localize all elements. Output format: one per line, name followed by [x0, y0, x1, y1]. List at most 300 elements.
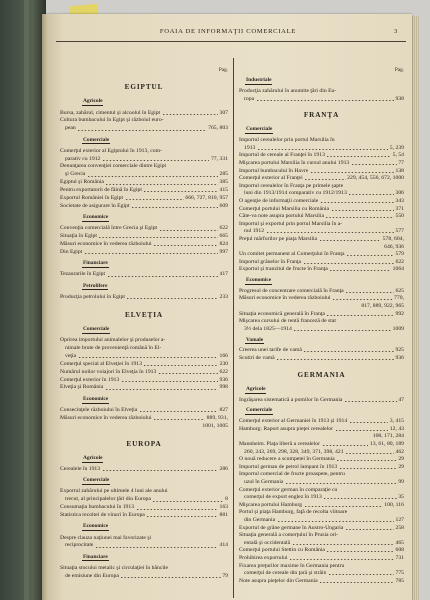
entry-text: 260, 243, 269, 298, 328, 349, 371, 398, 421: [244, 448, 344, 455]
section-label: Petrolifere: [83, 282, 108, 289]
entry-line: [239, 244, 404, 252]
entry-pages: 731: [395, 554, 404, 561]
entry-line: [239, 259, 404, 267]
index-entry: [60, 195, 228, 203]
index-entry: [239, 183, 404, 198]
entry-line: [239, 449, 404, 457]
column-divider: [233, 58, 234, 598]
entry-line: [60, 423, 228, 431]
leader-dots: [345, 288, 394, 296]
index-entry: [239, 547, 404, 555]
entry-line: [239, 456, 404, 464]
section-label: Financiare: [83, 553, 108, 560]
entry-line: [60, 187, 228, 195]
entry-text: Comerţul special al Elveţiei în 1913: [60, 360, 142, 367]
entry-line: [239, 190, 404, 198]
entry-text: reciprocitate: [65, 542, 94, 549]
leader-dots: [303, 347, 394, 355]
entry-line: [60, 294, 228, 302]
entry-pages: 35: [398, 494, 404, 501]
country-heading: EUROPA: [126, 439, 162, 448]
entry-text: Mannheim. Piaţa liberă a cerealelor: [239, 441, 321, 447]
entry-line: [60, 361, 228, 369]
leader-dots: [139, 407, 218, 415]
index-entry: [60, 117, 228, 133]
entry-text: Mişcarea portului Marsilia în cursul anului 1913: [239, 159, 350, 166]
entry-pages: 100, 116: [384, 501, 404, 508]
index-entry: [239, 175, 404, 183]
leader-dots: [345, 449, 394, 457]
leader-dots: [95, 542, 218, 550]
entry-text: entală şi occidentală: [244, 539, 291, 546]
entry-text: Note asupra pieţelor din Germania: [239, 577, 318, 584]
leader-dots: [346, 251, 394, 259]
entry-pages: 343: [395, 197, 404, 204]
entry-pages: 817, 889, 922, 965: [361, 303, 404, 310]
entry-pages: 578, 604,: [382, 235, 404, 242]
leader-dots: [331, 206, 394, 214]
section-label: Agricole: [246, 385, 266, 392]
section-label: Comerciale: [246, 407, 273, 414]
section-label-row: [60, 452, 228, 467]
entry-line: [239, 502, 404, 510]
entry-pages: 99: [398, 478, 404, 485]
entry-pages: 785: [395, 577, 404, 584]
entry-text: Progresul de concentrare comercială în Franţa: [239, 287, 344, 294]
leader-dots: [153, 241, 218, 249]
index-entry: [60, 179, 228, 187]
entry-pages: 775: [395, 570, 404, 577]
entry-pages: 29: [398, 456, 404, 463]
country-heading: ELVEŢIA: [125, 310, 163, 319]
entry-text: Denunţarea convenţiei comerciale dintre Egipt: [60, 163, 167, 170]
entry-pages: 108, 171, 284: [372, 433, 404, 440]
entry-line: [239, 183, 404, 191]
entry-line: [239, 326, 404, 334]
entry-line: [60, 353, 228, 361]
index-entry: [60, 535, 228, 551]
section-label-row: [60, 323, 228, 338]
leader-dots: [121, 377, 218, 385]
entry-text: Consumaţia bumbacului în 1913: [60, 504, 135, 511]
entry-pages: 8: [225, 496, 228, 503]
leader-dots: [84, 249, 218, 257]
country-heading: EGIPTUL: [124, 83, 164, 91]
leader-dots: [143, 361, 217, 369]
entry-line: [239, 318, 404, 326]
entry-line: [239, 347, 404, 355]
entry-text: Producţia zahărului în anumite ţări din Eu-: [239, 88, 337, 94]
section-label: Comerciale: [83, 136, 110, 143]
leader-dots: [105, 179, 218, 187]
leader-dots: [257, 145, 388, 153]
index-entry: [239, 578, 404, 586]
entry-line: [239, 355, 404, 363]
entry-line: [239, 426, 404, 434]
entry-pages: 465: [395, 539, 404, 546]
entry-line: [60, 573, 228, 581]
index-entry: [60, 361, 228, 369]
leader-dots: [131, 203, 218, 211]
entry-line: [239, 221, 404, 229]
entry-line: [239, 295, 404, 303]
entry-line: [239, 311, 404, 319]
section-label-row: [60, 279, 228, 294]
leader-dots: [285, 479, 397, 487]
section-label: Industriale: [246, 77, 272, 84]
index-entry: [60, 225, 228, 233]
leader-dots: [158, 369, 218, 377]
entry-text: nul 1912: [244, 228, 265, 235]
leader-dots: [107, 271, 218, 279]
index-entry: [239, 487, 404, 502]
index-entry: [60, 163, 228, 179]
leader-dots: [332, 295, 392, 303]
index-entry: [239, 456, 404, 464]
section-label-row: [239, 274, 404, 288]
entry-line: [60, 377, 228, 385]
index-entry: [60, 488, 228, 504]
entry-line: [60, 195, 228, 203]
entry-line: [239, 160, 404, 168]
entry-text: Exportul şi tranzitul de fructe în Franţa: [239, 266, 328, 273]
entry-pages: 12, 43: [389, 425, 404, 432]
entry-text: Cerealele în 1913: [60, 466, 101, 473]
section-label-row: [60, 133, 228, 148]
leader-dots: [339, 464, 397, 472]
section-label-row: [60, 95, 228, 110]
entry-pages: 577: [395, 228, 404, 235]
section-label: Comerciale: [83, 325, 110, 332]
entry-text: luni din 1913/1914 comparativ cu 1912/1913: [244, 190, 347, 197]
entry-pages: 622: [219, 225, 228, 232]
entry-line: [239, 145, 404, 153]
entry-line: [60, 542, 228, 550]
entry-pages: 77: [398, 159, 404, 166]
entry-line: [239, 397, 404, 405]
entry-pages: 3, 415: [389, 418, 404, 425]
entry-text: Situaţia în Egipt: [60, 233, 97, 240]
entry-pages: 646, 936: [384, 243, 404, 250]
entry-text: Un comitet permanent al Comerţului în Franţa: [239, 251, 345, 258]
index-entry: [239, 509, 404, 524]
index-column-left: [60, 66, 228, 581]
entry-line: [60, 171, 228, 179]
leader-dots: [77, 125, 206, 133]
index-entry: [239, 88, 404, 103]
index-entry: [239, 555, 404, 563]
entry-text: Oprirea importului animalelor şi produselor a-: [60, 337, 166, 344]
index-entry: [60, 512, 228, 520]
leader-dots: [293, 326, 391, 334]
leader-dots: [325, 213, 393, 221]
leader-dots: [143, 187, 217, 195]
section-label-row: [239, 333, 404, 347]
entry-line: [239, 236, 404, 244]
entry-pages: 79: [222, 572, 228, 579]
book-spine-edge: [24, 0, 29, 600]
entry-pages: 1064: [392, 266, 404, 273]
entry-pages: 307: [219, 109, 228, 116]
entry-line: [239, 494, 404, 502]
entry-pages: 1001, 1005: [202, 422, 228, 429]
index-entry: [60, 384, 228, 392]
entry-line: [60, 110, 228, 118]
entry-text: Comerţul portului Stettin cu România: [239, 547, 325, 554]
entry-line: [239, 563, 404, 571]
entry-text: Hamburg: Raport asupra pieţei cerealelor: [239, 425, 334, 432]
entry-text: Fixarea preţurilor maxime în Germania pentru: [239, 562, 345, 569]
leader-dots: [102, 466, 218, 474]
leader-dots: [329, 266, 391, 274]
page-number: 3: [394, 28, 398, 35]
entry-line: [239, 418, 404, 426]
index-entry: [239, 236, 404, 251]
leader-dots: [336, 456, 397, 464]
section-label-row: [239, 74, 404, 88]
entry-line: [60, 466, 228, 474]
entry-line: [60, 407, 228, 415]
leader-dots: [304, 175, 345, 183]
entry-pages: 417: [219, 271, 228, 278]
section-label-row: [60, 550, 228, 565]
index-entry: [239, 318, 404, 333]
entry-text: uzul în Germania: [244, 478, 284, 485]
entry-pages: 889, 931,: [206, 414, 228, 421]
entry-pages: 127: [395, 516, 404, 523]
index-column-right: [239, 66, 404, 585]
entry-line: [60, 241, 228, 249]
entry-text: comerţul de cereale din ţară şi străin: [244, 570, 327, 577]
leader-dots: [152, 496, 223, 504]
entry-line: [60, 369, 228, 377]
index-entry: [239, 311, 404, 319]
entry-pages: 414: [219, 542, 228, 549]
entry-text: Situaţia economică generală în Franţa: [239, 310, 325, 317]
running-header-title: FOAIA DE INFORMAŢII COMERCIALE: [159, 28, 297, 35]
leader-dots: [256, 96, 394, 104]
entry-pages: 371: [395, 205, 404, 212]
index-entry: [60, 337, 228, 361]
entry-text: nimale brute de provenienţă română în El-: [65, 345, 162, 352]
entry-pages: 13, 61, 80, 189: [369, 441, 404, 447]
index-entry: [60, 504, 228, 512]
leader-dots: [120, 573, 220, 581]
index-entry: [60, 271, 228, 279]
leader-dots: [320, 198, 394, 206]
entry-line: [239, 479, 404, 487]
entry-text: 3½ dela 1825—1914: [244, 325, 292, 332]
leader-dots: [303, 259, 394, 267]
entry-text: Comerţul portului Marsilia cu România: [239, 205, 330, 212]
index-entry: [239, 221, 404, 236]
entry-pages: 824: [219, 241, 228, 248]
index-entry: [60, 233, 228, 241]
page-column-label: Pag.: [218, 67, 228, 73]
entry-text: veţia: [65, 352, 77, 359]
entry-pages: 258: [395, 524, 404, 531]
index-entry: [239, 471, 404, 486]
index-entry: [60, 377, 228, 385]
entry-line: [239, 441, 404, 449]
entry-text: trecut, al principalelor ţări din Europa: [65, 496, 151, 503]
index-entry: [239, 563, 404, 578]
index-entry: [239, 137, 404, 152]
entry-pages: 881: [219, 512, 228, 519]
entry-line: [239, 288, 404, 296]
index-entry: [239, 355, 404, 363]
index-entry: [239, 397, 404, 405]
leader-dots: [98, 233, 218, 241]
index-entry: [60, 407, 228, 415]
entry-text: Exportul României în Egipt: [60, 195, 124, 202]
entry-line: [60, 565, 228, 573]
entry-pages: 622: [219, 368, 228, 375]
leader-dots: [102, 156, 210, 164]
entry-pages: 550: [395, 213, 404, 220]
leader-dots: [162, 110, 218, 118]
entry-line: [239, 206, 404, 214]
entry-line: [60, 179, 228, 187]
entry-text: Elveţia şi România: [60, 384, 104, 391]
section-label: Economice: [246, 276, 272, 283]
entry-text: de emisiune din Europa: [65, 572, 119, 579]
index-entry: [60, 148, 228, 164]
entry-pages: 997: [219, 248, 228, 255]
header-rule: [56, 41, 406, 42]
entry-text: Tezaurarile în Egipt: [60, 271, 106, 278]
entry-pages: 770,: [394, 295, 404, 302]
index-entry: [239, 347, 404, 355]
entry-line: [239, 96, 404, 104]
entry-text: Importul de cereale al Franţei în 1913: [239, 152, 325, 159]
entry-text: Exportul zahărului pe ultimele 4 luni ale anului: [60, 488, 168, 495]
section-label: Financiare: [83, 260, 108, 267]
index-entry: [239, 152, 404, 160]
section-label: Vamale: [246, 336, 264, 343]
leader-dots: [136, 504, 218, 512]
entry-line: [60, 512, 228, 520]
leader-dots: [125, 195, 184, 203]
entry-pages: 827: [219, 406, 228, 413]
leader-dots: [87, 171, 218, 179]
entry-text: Măsuri economice în vederea războiului: [239, 295, 331, 302]
section-label: Economice: [83, 395, 109, 402]
leader-dots: [105, 384, 218, 392]
page-block-edge: [411, 16, 420, 600]
entry-pages: 385: [219, 179, 228, 186]
entry-text: Numărul noilor voiajori în Elveţia în 1913: [60, 368, 157, 375]
entry-pages: 936: [219, 376, 228, 383]
entry-line: [239, 509, 404, 517]
entry-text: comerţul de export englez în 1913: [244, 494, 322, 501]
section-label-row: [239, 123, 404, 137]
page-column-label: Pag.: [394, 67, 404, 73]
entry-text: Comerţul exterior al Franţei: [239, 175, 303, 182]
entry-pages: 415: [219, 187, 228, 194]
section-label: Comerciale: [83, 477, 110, 484]
leader-dots: [159, 225, 218, 233]
entry-text: Producţia petrolului în Egipt: [60, 293, 125, 300]
leader-dots: [304, 502, 383, 510]
entry-pages: 166: [219, 352, 228, 359]
index-entry: [60, 369, 228, 377]
index-entry: [239, 525, 404, 533]
entry-pages: 579: [395, 251, 404, 258]
entry-text: Mişcarea cursului de rentă franceză de stat: [239, 318, 336, 325]
entry-pages: 230: [219, 360, 228, 367]
entry-pages: 938: [395, 95, 404, 102]
index-entry: [239, 198, 404, 206]
index-entry: [60, 294, 228, 302]
index-entry: [239, 160, 404, 168]
index-entry: [239, 259, 404, 267]
entry-line: [239, 175, 404, 183]
entry-line: [60, 496, 228, 504]
entry-line: [239, 433, 404, 441]
entry-line: [239, 540, 404, 548]
leader-dots: [319, 236, 382, 244]
entry-text: Portul şi piaţa Hamburg, faţă de recolta viitoare: [239, 509, 348, 516]
entry-pages: 925: [395, 347, 404, 354]
index-entry: [239, 418, 404, 426]
entry-pages: 608: [395, 547, 404, 554]
entry-line: [239, 578, 404, 586]
leader-dots: [310, 168, 394, 176]
section-label: Economice: [83, 523, 109, 530]
entry-pages: 5, 239: [389, 144, 404, 151]
entry-line: [60, 415, 228, 423]
entry-pages: 5, 54: [392, 152, 404, 159]
entry-line: [60, 384, 228, 392]
section-label-row: [60, 520, 228, 535]
entry-line: [239, 547, 404, 555]
entry-text: Creerea unei tarife de vamă: [239, 347, 302, 354]
index-entry: [60, 187, 228, 195]
leader-dots: [345, 525, 394, 533]
entry-text: Convenţia comercială între Grecia şi Egipt: [60, 225, 158, 232]
entry-line: [239, 303, 404, 311]
index-entry: [239, 288, 404, 296]
leader-dots: [344, 397, 397, 405]
entry-line: [60, 233, 228, 241]
index-entry: [239, 266, 404, 274]
entry-line: [239, 88, 404, 96]
entry-text: Importul cerealelor în Franţa pe primele şapte: [239, 182, 344, 189]
country-heading: GERMANIA: [297, 370, 346, 379]
leader-dots: [78, 353, 218, 361]
entry-line: [60, 535, 228, 543]
leader-dots: [146, 512, 218, 520]
entry-text: Importul german de petrol lampant în 1913: [239, 463, 338, 470]
index-entry: [239, 502, 404, 510]
entry-text: Importul grânelor în Franţa: [239, 258, 302, 265]
leader-dots: [277, 517, 394, 525]
section-label-row: [60, 392, 228, 407]
entry-pages: 138: [395, 167, 404, 174]
entry-pages: 29: [398, 463, 404, 470]
entry-line: [60, 163, 228, 171]
index-entry: [239, 295, 404, 310]
entry-line: [60, 337, 228, 345]
leader-dots: [348, 190, 394, 198]
entry-line: [60, 148, 228, 156]
section-label-row: [239, 383, 404, 397]
section-label: Agricole: [83, 98, 103, 105]
leader-dots: [326, 547, 394, 555]
entry-pages: 47: [398, 396, 404, 403]
leader-dots: [322, 441, 369, 449]
